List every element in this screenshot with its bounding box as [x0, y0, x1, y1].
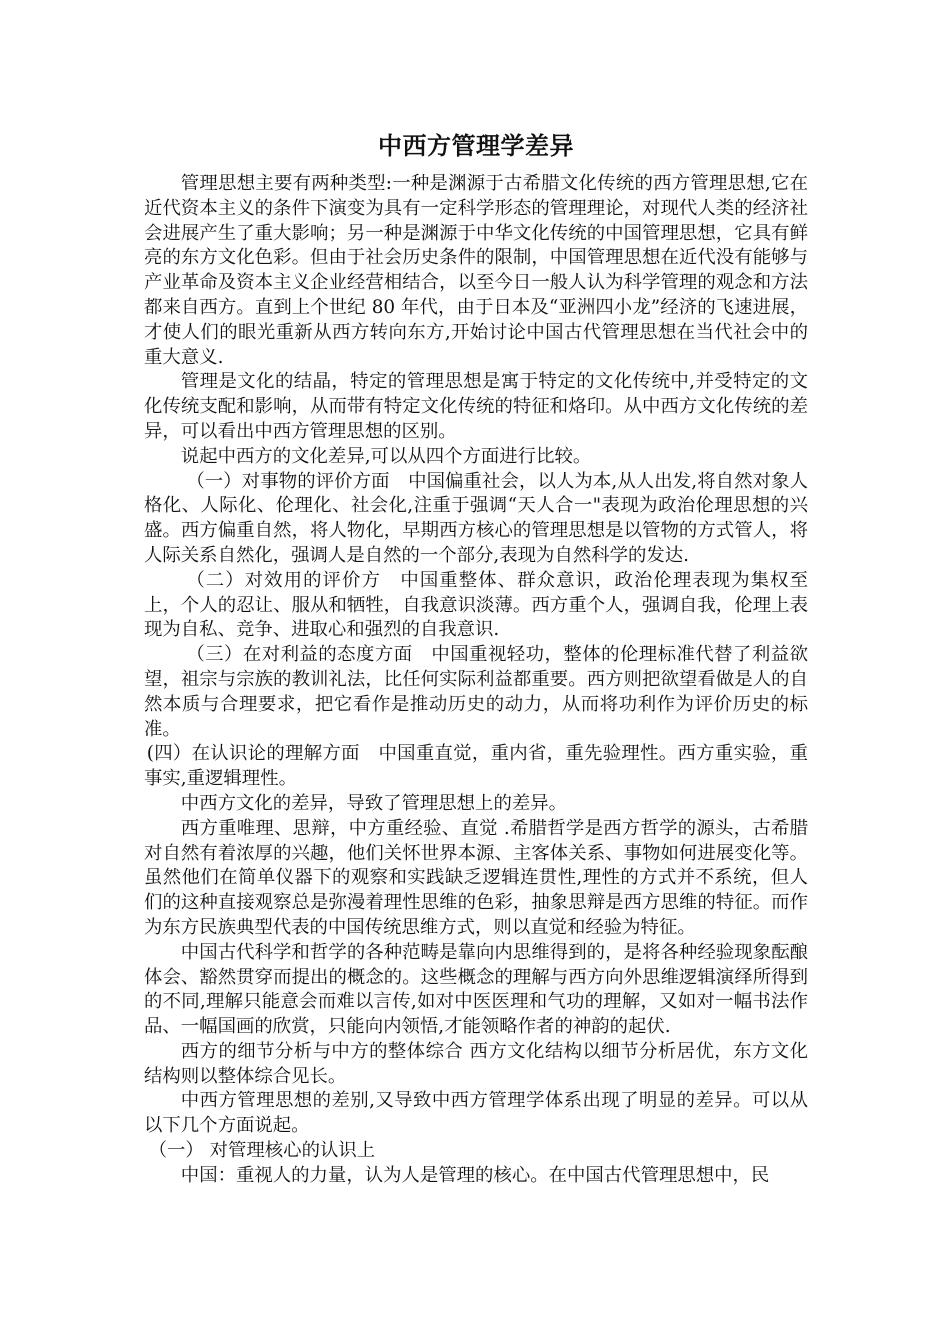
paragraph-culture: 管理是文化的结晶，特定的管理思想是寓于特定的文化传统中,并受特定的文化传统支配和影响，从而带有特定文化传统的特征和烙印。从中西方文化传统的差异，可以看出中西方管理思想的区别。	[144, 371, 808, 442]
document-title: 中西方管理学差异	[378, 131, 574, 160]
paragraph-chinese-thinking: 中国古代科学和哲学的各种范畴是靠向内思维得到的，是将各种经验现象酝酿体会、豁然贯穿而提出的概念的。这些概念的理解与西方向外思维逻辑演绎所得到的不同,理解只能意会而难以言传,如对中医医理和气功的理解，又如对一幅书法作品、一幅国画的欣赏，只能向内领悟,才能领略作者的神韵的起伏.	[144, 941, 808, 1038]
paragraph-point-3: （三）在对利益的态度方面 中国重视轻功，整体的伦理标准代替了利益欲望，祖宗与宗族的教训礼法，比任何实际利益都重要。西方则把欲望看做是人的自然本质与合理要求，把它看作是推动历史的动力，从而将功利作为评价历史的标准。	[144, 644, 808, 740]
document-body	[144, 128, 808, 1189]
paragraph-point-1: （一）对事物的评价方面 中国偏重社会，以人为本,从人出发,将自然对象人格化、人际化、伦理化、社会化,注重于强调“天人合一"表现为政治伦理思想的兴盛。西方偏重自然，将人物化，早期西方核心的管理思想是以管物的方式管人，将人际关系自然化，强调人是自然的一个部分,表现为自然科学的发达.	[144, 470, 808, 566]
paragraph-reason-intuition: 西方重唯理、思辩，中方重经验、直觉 .希腊哲学是西方哲学的源头，古希腊对自然有着浓厚的兴趣，他们关怀世界本源、主客体关系、事物如何进展变化等。虽然他们在简单仪器下的观察和实践缺乏逻辑连贯性,理性的方式并不系统，但人们的这种直接观察总是弥漫着理性思维的色彩，抽象思辩是西方思维的特征。而作为东方民族典型代表的中国传统思维方式，则以直觉和经验为特征。	[144, 817, 808, 938]
paragraph-point-4: (四）在认识论的理解方面 中国重直觉，重内省，重先验理性。西方重实验，重事实,重逻辑理性。	[144, 743, 808, 790]
paragraph-difference-summary: 中西方文化的差异，导致了管理思想上的差异。	[180, 792, 568, 814]
section-heading-management-core: （一） 对管理核心的认识上	[148, 1140, 376, 1162]
paragraph-china-core: 中国：重视人的力量，认为人是管理的核心。在中国古代管理思想中，民	[180, 1164, 770, 1186]
paragraph-analysis-synthesis: 西方的细节分析与中方的整体综合 西方文化结构以细节分析居优，东方文化结构则以整体综合见长。	[144, 1040, 808, 1087]
paragraph-comparison-lead: 说起中西方的文化差异,可以从四个方面进行比较。	[180, 445, 592, 467]
paragraph-management-systems: 中西方管理思想的差别,又导致中西方管理学体系出现了明显的差异。可以从以下几个方面说起。	[144, 1090, 808, 1137]
paragraph-point-2: （二）对效用的评价方 中国重整体、群众意识，政治伦理表现为集权至上，个人的忍让、服从和牺牲，自我意识淡薄。西方重个人，强调自我，伦理上表现为自私、竞争、进取心和强烈的自我意识.	[144, 569, 808, 641]
paragraph-intro: 管理思想主要有两种类型:一种是渊源于古希腊文化传统的西方管理思想,它在近代资本主义的条件下演变为具有一定科学形态的管理理论，对现代人类的经济社会进展产生了重大影响；另一种是渊源于中华文化传统的中国管理思想，它具有鲜亮的东方文化色彩。但由于社会历史条件的限制，中国管理思想在近代没有能够与产业革命及资本主义企业经营相结合，以至今日一般人认为科学管理的观念和方法都来自西方。直到上个世纪 80 年代，由于日本及“亚洲四小龙”经济的飞速进展，才使人们的眼光重新从西方转向东方,开始讨论中国古代管理思想在当代社会中的重大意义.	[144, 173, 808, 368]
